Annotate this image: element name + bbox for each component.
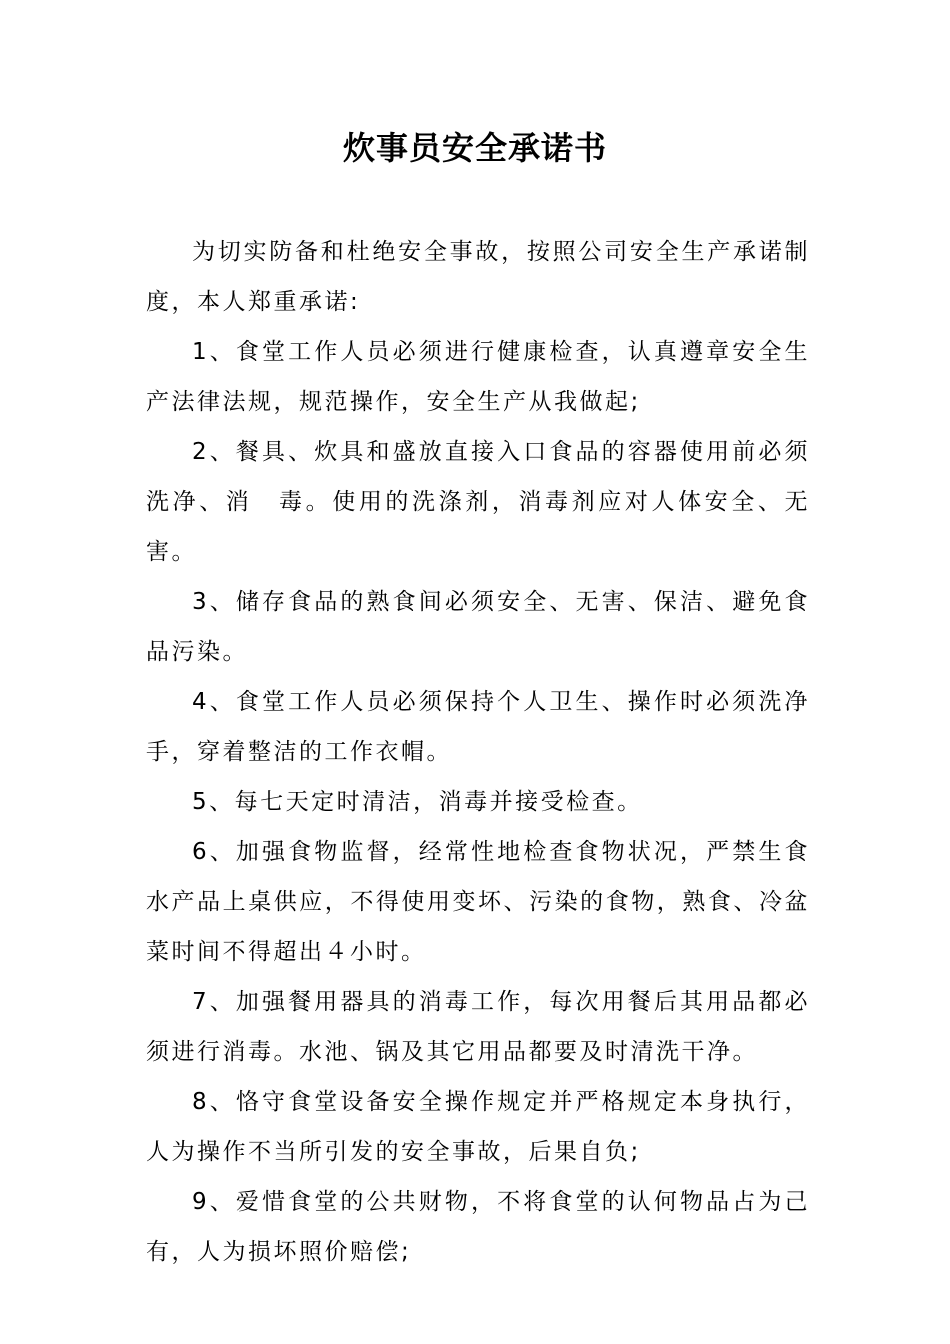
commitment-item-7: 7、加强餐用器具的消毒工作，每次用餐后其用品都必须进行消毒。水池、锅及其它用品都要及时清洗干净。 <box>146 989 810 1065</box>
document-title: 炊事员安全承诺书 <box>342 129 607 167</box>
commitment-item-5: 5、每七天定时清洁，消毒并接受检查。 <box>192 789 643 815</box>
commitment-item-1: 1、食堂工作人员必须进行健康检查，认真遵章安全生产法律法规，规范操作，安全生产从我做起; <box>146 339 810 415</box>
commitment-item-2: 2、餐具、炊具和盛放直接入口食品的容器使用前必须洗净、消 毒。使用的洗涤剂，消毒剂应对人体安全、无害。 <box>146 439 810 565</box>
commitment-item-8: 8、恪守食堂设备安全操作规定并严格规定本身执行，人为操作不当所引发的安全事故，后果自负; <box>146 1089 810 1165</box>
document-body <box>146 227 810 1277</box>
commitment-item-4: 4、食堂工作人员必须保持个人卫生、操作时必须洗净手，穿着整洁的工作衣帽。 <box>146 689 810 765</box>
commitment-item-3: 3、储存食品的熟食间必须安全、无害、保洁、避免食品污染。 <box>146 589 810 665</box>
commitment-item-6: 6、加强食物监督，经常性地检查食物状况，严禁生食水产品上桌供应，不得使用变坏、污染的食物，熟食、冷盆菜时间不得超出４小时。 <box>146 839 810 965</box>
commitment-item-9: 9、爱惜食堂的公共财物，不将食堂的认何物品占为己有，人为损坏照价赔偿; <box>146 1189 810 1265</box>
intro-paragraph: 为切实防备和杜绝安全事故，按照公司安全生产承诺制度，本人郑重承诺: <box>146 239 810 315</box>
